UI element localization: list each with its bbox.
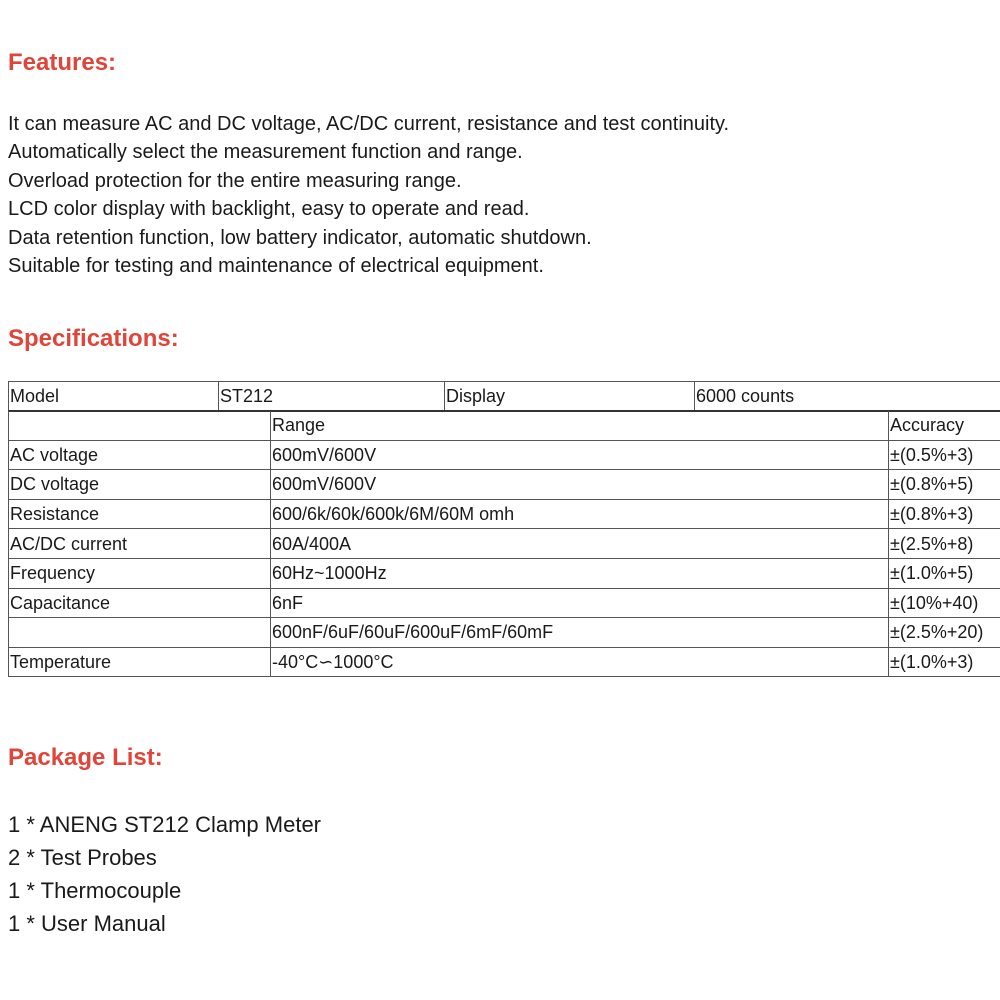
spec-name: DC voltage <box>9 470 271 500</box>
package-list-heading: Package List: <box>8 744 163 771</box>
spec-range: 60Hz~1000Hz <box>271 558 889 588</box>
model-label: Model <box>9 382 219 412</box>
package-item: 2 * Test Probes <box>8 845 157 870</box>
spec-name: AC/DC current <box>9 529 271 559</box>
table-row <box>9 440 1000 470</box>
spec-accuracy: ±(0.5%+3) <box>889 440 1000 470</box>
package-item: 1 * ANENG ST212 Clamp Meter <box>8 812 322 837</box>
feature-item: Suitable for testing and maintenance of electrical equipment. <box>8 255 544 278</box>
feature-item: Overload protection for the entire measuring range. <box>8 169 462 192</box>
spec-range: -40°C∽1000°C <box>271 647 889 677</box>
package-list <box>8 808 321 940</box>
model-row <box>9 382 1000 412</box>
model-table <box>8 381 1000 412</box>
feature-item: It can measure AC and DC voltage, AC/DC current, resistance and test continuity. <box>8 113 730 135</box>
display-value: 6000 counts <box>695 382 1000 412</box>
spec-accuracy: ±(1.0%+3) <box>889 647 1000 677</box>
spec-range: 600/6k/60k/600k/6M/60M omh <box>271 499 889 529</box>
features-heading: Features: <box>8 49 117 76</box>
feature-item: Data retention function, low battery indicator, automatic shutdown. <box>8 226 592 249</box>
features-list <box>8 110 729 280</box>
spec-range: 60A/400A <box>271 529 889 559</box>
spec-range: 6nF <box>271 588 889 618</box>
feature-item: Automatically select the measurement function and range. <box>8 141 523 164</box>
spec-range: 600mV/600V <box>271 440 889 470</box>
feature-item: LCD color display with backlight, easy to operate and read. <box>8 198 530 221</box>
table-row <box>9 529 1000 559</box>
table-row <box>9 499 1000 529</box>
display-label: Display <box>445 382 695 412</box>
package-item: 1 * Thermocouple <box>8 878 182 903</box>
package-item: 1 * User Manual <box>8 911 166 936</box>
header-range: Range <box>271 411 889 440</box>
spec-range: 600mV/600V <box>271 470 889 500</box>
spec-accuracy: ±(2.5%+20) <box>889 618 1000 648</box>
table-row <box>9 588 1000 618</box>
specifications-table <box>8 411 1000 677</box>
spec-accuracy: ±(1.0%+5) <box>889 558 1000 588</box>
spec-name: AC voltage <box>9 440 271 470</box>
spec-accuracy: ±(10%+40) <box>889 588 1000 618</box>
spec-name: Capacitance <box>9 588 271 618</box>
header-accuracy: Accuracy <box>889 411 1000 440</box>
header-blank-cell <box>9 411 271 440</box>
spec-accuracy: ±(0.8%+3) <box>889 499 1000 529</box>
spec-name: Frequency <box>9 558 271 588</box>
spec-name <box>9 618 271 648</box>
table-header-row <box>9 411 1000 440</box>
spec-accuracy: ±(2.5%+8) <box>889 529 1000 559</box>
table-row <box>9 558 1000 588</box>
table-row <box>9 618 1000 648</box>
spec-name: Resistance <box>9 499 271 529</box>
table-row <box>9 470 1000 500</box>
specifications-heading: Specifications: <box>8 325 179 352</box>
spec-accuracy: ±(0.8%+5) <box>889 470 1000 500</box>
table-row <box>9 647 1000 677</box>
spec-name: Temperature <box>9 647 271 677</box>
model-value: ST212 <box>219 382 445 412</box>
spec-range: 600nF/6uF/60uF/600uF/6mF/60mF <box>271 618 889 648</box>
